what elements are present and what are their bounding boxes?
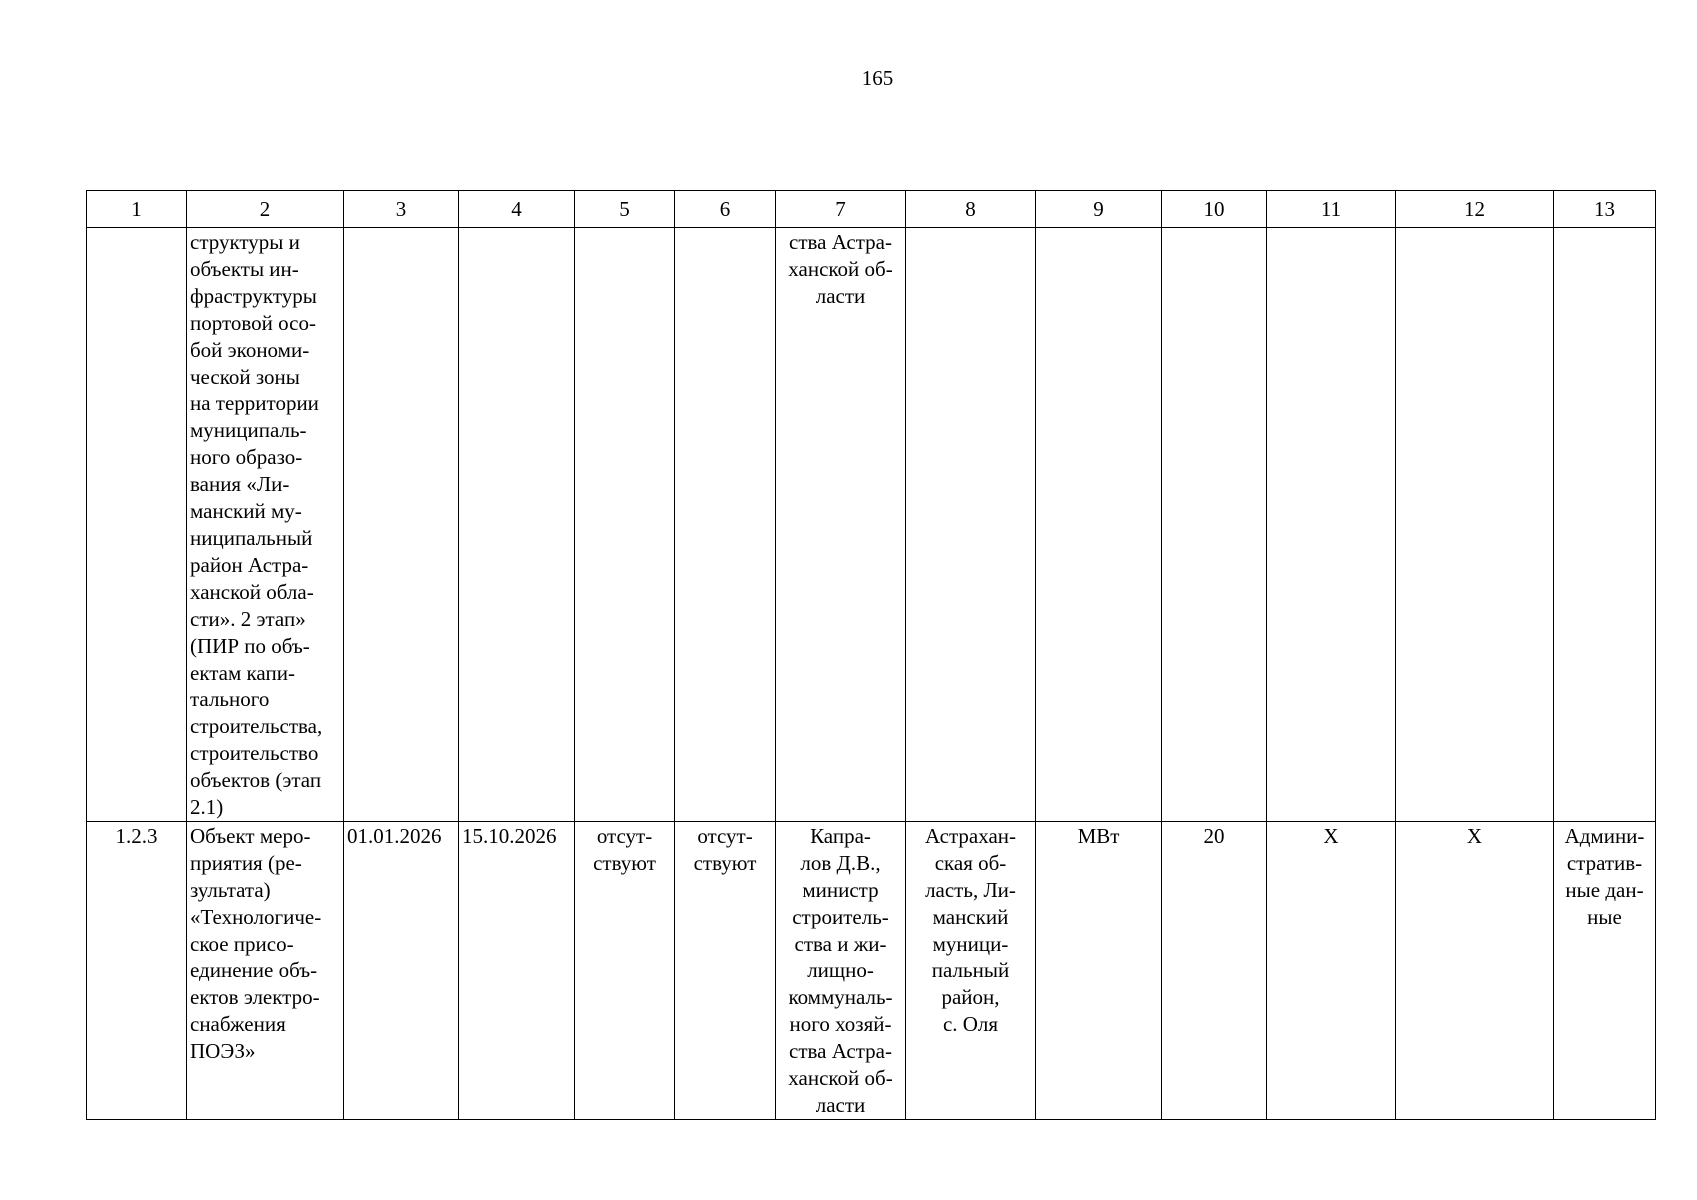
text-line: структуры и [190,230,300,254]
text-line: ласти [815,1093,866,1117]
text-line: стратив- [1566,850,1643,875]
text-line: ные [1587,904,1622,929]
text-line: Астрахан- [925,823,1016,848]
text-line: ства Астра- [789,1039,892,1064]
text-line: район, [941,985,1000,1010]
unit-cell: МВт [1036,821,1162,1119]
header-cell: 8 [906,191,1036,228]
text-line: муниципаль- [190,418,307,443]
text-line: строительства, [190,714,323,739]
text-line: ного хозяй- [789,1012,892,1037]
text-line: «Технологиче- [190,904,322,929]
text-line: ные дан- [1565,877,1644,902]
text-line: Капра- [810,823,871,848]
text-line: с. Оля [942,1012,999,1037]
text-line: ного образо- [190,445,303,470]
table-cell-empty [575,228,675,822]
text-line: ласти [815,283,866,308]
text-line: ласть, Ли- [925,877,1016,902]
text-line: лов Д.В., [800,850,881,875]
text-line: ства и жи- [794,931,887,956]
text-line: ниципальный [190,525,313,550]
header-cell: 2 [187,191,344,228]
text-line: ПОЭЗ» [190,1039,256,1064]
start-date-cell: 01.01.2026 [344,821,459,1119]
header-row [87,191,1656,228]
text-line: тального [190,687,270,712]
table-row-continuation [87,228,1656,822]
header-cell: 6 [675,191,776,228]
text-line: отсут- [697,823,753,848]
text-line: ектов электро- [190,985,320,1010]
end-date-cell: 15.10.2026 [459,821,575,1119]
text-line: сти». 2 этап» [190,606,306,631]
text-line: министр [802,877,879,902]
value-cell: 20 [1162,821,1267,1119]
text-line: ская об- [934,850,1007,875]
text-line: коммуналь- [788,985,893,1010]
table-cell-empty [1267,228,1396,822]
page-number: 165 [861,66,894,90]
text-line: единение объ- [190,958,318,983]
col5-cell [575,821,675,1119]
text-line: портовой осо- [190,310,316,335]
text-line: бой экономи- [190,337,310,362]
header-cell: 1 [87,191,187,228]
text-line: лищно- [807,958,874,983]
header-cell: 3 [344,191,459,228]
col6-cell [675,821,776,1119]
table-cell-empty [906,228,1036,822]
header-cell: 13 [1554,191,1656,228]
text-line: Объект меро- [190,823,311,848]
text-line: ское присо- [190,931,294,956]
text-line: Админи- [1564,823,1645,848]
text-line: на территории [190,391,319,416]
text-line: вания «Ли- [190,472,290,497]
text-line: ствуют [693,850,757,875]
text-line: ческой зоны [190,364,300,389]
table-cell-empty [1396,228,1554,822]
table-cell-empty [675,228,776,822]
text-line: приятия (ре- [190,850,302,875]
header-cell: 7 [776,191,906,228]
header-cell: 10 [1162,191,1267,228]
text-line: строительство [190,741,319,766]
header-cell: 9 [1036,191,1162,228]
text-line: фраструктуры [190,283,317,308]
document-table [86,190,1656,1120]
text-line: манский му- [190,499,302,524]
text-line: ства Астра- [789,230,892,254]
text-line: отсут- [596,823,653,848]
col11-cell: X [1267,821,1396,1119]
data-source-cell [1554,821,1656,1119]
text-line: ханской об- [788,256,893,281]
table-cell-empty [87,228,187,822]
text-line: муници- [932,931,1009,956]
table-cell-measure-name-continued [187,228,344,822]
table-cell-empty [1162,228,1267,822]
col12-cell: X [1396,821,1554,1119]
text-line: зультата) [190,877,271,902]
table-cell-empty [344,228,459,822]
text-line: объектов (этап [190,768,322,793]
table-row-1-2-3 [87,821,1656,1119]
text-line: (ПИР по объ- [190,633,310,658]
header-cell: 11 [1267,191,1396,228]
header-cell: 12 [1396,191,1554,228]
text-line: объекты ин- [190,256,299,281]
text-line: снабжения [190,1012,286,1037]
table-cell-responsible-continued [776,228,906,822]
text-line: 2.1) [190,795,224,820]
table-cell-empty [1036,228,1162,822]
text-line: манский [932,904,1009,929]
location-cell [906,821,1036,1119]
text-line: район Астра- [190,552,309,577]
text-line: строитель- [792,904,889,929]
table-cell-empty [459,228,575,822]
measure-name-cell [187,821,344,1119]
header-cell: 5 [575,191,675,228]
text-line: ствуют [593,850,656,875]
text-line: ектам капи- [190,660,295,685]
text-line: ханской об- [788,1066,893,1091]
responsible-cell [776,821,906,1119]
text-line: пальный [931,958,1010,983]
row-number: 1.2.3 [87,821,187,1119]
header-cell: 4 [459,191,575,228]
text-line: ханской обла- [190,579,314,604]
table-cell-empty [1554,228,1656,822]
